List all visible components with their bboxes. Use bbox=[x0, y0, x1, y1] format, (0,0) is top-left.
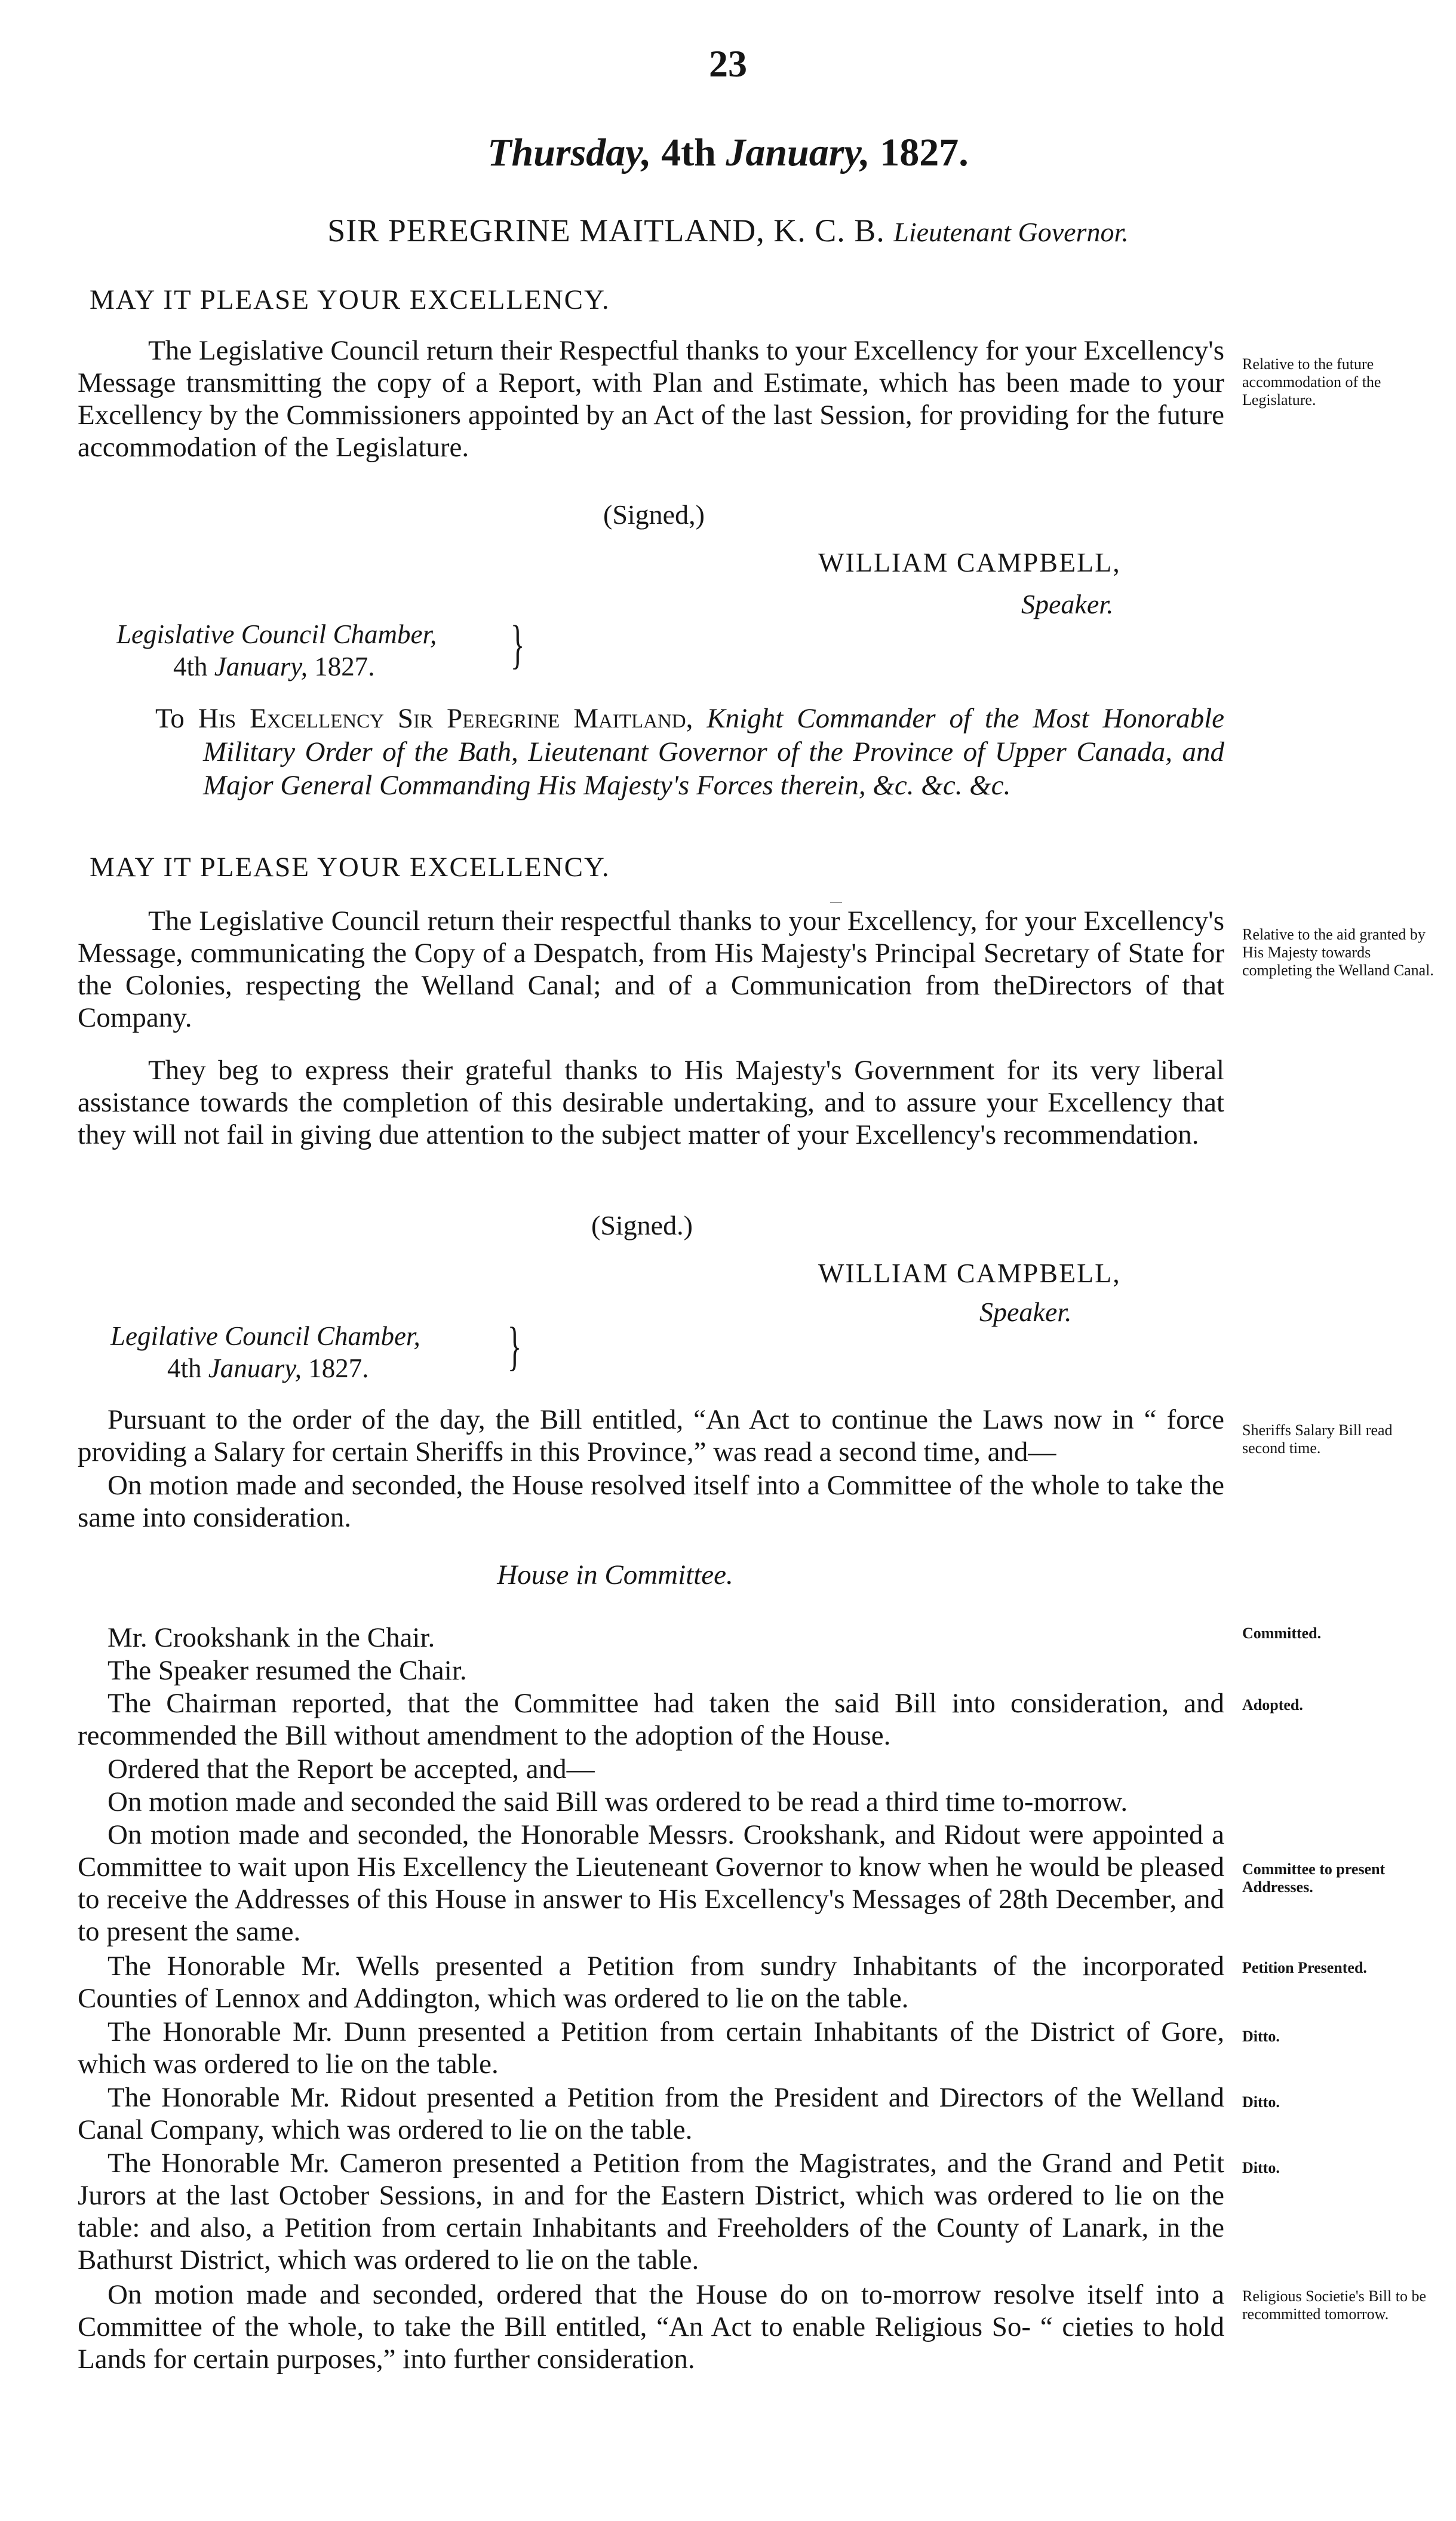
to-titles: Knight Commander of the Most Honorable Military Order of the Bath, Lieutenant Governor of the Province of Upper Canada, and Major General Commanding His Majesty's Forces therein, &c. &c. &c. bbox=[203, 703, 1224, 801]
proceeding-committee-motion: On motion made and seconded, the House resolved itself into a Committee of the whole to take the same into consideration. bbox=[78, 1470, 1224, 1533]
date-weekday: Thursday, bbox=[487, 131, 652, 174]
address-1-chamber-year: 1827. bbox=[314, 652, 375, 681]
margin-note-adopted: Adopted. bbox=[1242, 1696, 1303, 1714]
margin-note-ditto: Ditto. bbox=[1242, 2159, 1280, 2176]
salutation-2: MAY IT PLEASE YOUR EXCELLENCY. bbox=[90, 852, 610, 883]
margin-note-committee-addresses: Committee to present Addresses. bbox=[1242, 1860, 1386, 1896]
sitting-date bbox=[0, 130, 1456, 176]
committee-item: The Honorable Mr. Dunn presented a Petition from certain Inhabitants of the District of Gore, which was ordered to lie on the table. bbox=[78, 2016, 1224, 2080]
to-word: To bbox=[155, 703, 198, 734]
address-1-brace: } bbox=[510, 615, 525, 674]
address-2-chamber bbox=[110, 1320, 420, 1384]
address-2-chamber-name: Legilative Council Chamber, bbox=[110, 1321, 420, 1351]
address-2-speaker: Speaker. bbox=[979, 1297, 1072, 1327]
proceeding-sheriffs-bill: Pursuant to the order of the day, the Bill entitled, “An Act to continue the Laws now in “ force providing a Salary for certain Sheriffs in this Province,” was read a second time, and— bbox=[78, 1404, 1224, 1467]
margin-note-welland-canal: Relative to the aid granted by His Majesty towards completing the Welland Canal. bbox=[1242, 926, 1434, 979]
committee-item: The Chairman reported, that the Committee had taken the said Bill into consideration, and recommended the Bill without amendment to the adoption of the House. bbox=[78, 1688, 1224, 1751]
address-1-chamber bbox=[116, 618, 437, 683]
committee-item: The Honorable Mr. Cameron presented a Petition from the Magistrates, and the Grand and Petit Jurors at the last October Sessions, in and for the Eastern District, which was ordered to lie on the table: and also, a Petition from certain Inhabitants and Freeholders of the County of Lanark, in the Bathurst District, which was ordered to lie on the table. bbox=[78, 2148, 1224, 2276]
margin-note-sheriffs-bill: Sheriffs Salary Bill read second time. bbox=[1242, 1421, 1393, 1457]
stray-mark bbox=[830, 902, 842, 903]
address-2-signer: WILLIAM CAMPBELL, bbox=[818, 1258, 1121, 1288]
address-2-chamber-day: 4th bbox=[167, 1353, 202, 1383]
page-number: 23 bbox=[709, 42, 747, 85]
margin-note-committed: Committed. bbox=[1242, 1625, 1322, 1642]
address-1-chamber-month: January, bbox=[214, 652, 308, 681]
address-1-chamber-name: Legislative Council Chamber, bbox=[116, 619, 437, 649]
addressee-title: Lieutenant Governor. bbox=[893, 217, 1129, 247]
address-2-brace: } bbox=[507, 1317, 522, 1376]
margin-note-accommodation: Relative to the future accommodation of the Legislature. bbox=[1242, 355, 1381, 409]
date-year: 1827. bbox=[870, 131, 969, 174]
salutation-1: MAY IT PLEASE YOUR EXCELLENCY. bbox=[90, 284, 610, 315]
address-2-chamber-year: 1827. bbox=[308, 1353, 369, 1383]
addressee-name: SIR PEREGRINE MAITLAND, K. C. B. bbox=[327, 213, 894, 248]
address-2-paragraph-1: The Legislative Council return their respectful thanks to your Excellency, for your Excellency's Message, communicating the Copy of a Despatch, from His Majesty's Principal Secretary of State for the Colonies, respecting the Welland Canal; and of a Communication from theDirectors of that Company. bbox=[78, 905, 1224, 1033]
margin-note-religious-societies: Religious Societie's Bill to be recommitted tomorrow. bbox=[1242, 2287, 1427, 2323]
date-day: 4th bbox=[651, 131, 726, 174]
committee-item: Mr. Crookshank in the Chair. bbox=[107, 1622, 435, 1653]
address-1-signed: (Signed,) bbox=[603, 499, 705, 530]
margin-note-petition-presented: Petition Presented. bbox=[1242, 1959, 1367, 1976]
addressee-heading bbox=[0, 212, 1456, 249]
committee-item: Ordered that the Report be accepted, and— bbox=[107, 1754, 595, 1785]
committee-item: The Speaker resumed the Chair. bbox=[107, 1655, 467, 1686]
margin-note-ditto: Ditto. bbox=[1242, 2093, 1280, 2111]
address-1-text: The Legislative Council return their Respectful thanks to your Excellency for your Excellency's Message transmitting the copy of a Report, with Plan and Estimate, which has been made to your Excellency by the Commissioners appointed by an Act of the last Session, for providing for the future accommodation of the Legislature. bbox=[78, 335, 1224, 463]
committee-item: On motion made and seconded, the Honorable Messrs. Crookshank, and Ridout were appointed a Committee to wait upon His Excellency the Lieuteneant Governor to know when he would be pleased to receive the Addresses of this House in answer to His Excellency's Messages of 28th December, and to present the same. bbox=[78, 1819, 1224, 1947]
committee-item: On motion made and seconded, ordered that the House do on to-morrow resolve itself into a Committee of the whole, to take the Bill entitled, “An Act to enable Religious So- “ cieties to hold Lands for certain purposes,” into further consideration. bbox=[78, 2279, 1224, 2375]
to-his-excellency: His Excellency Sir Peregrine Maitland, bbox=[198, 703, 693, 734]
house-in-committee-heading: House in Committee. bbox=[497, 1559, 733, 1590]
address-1-signer: WILLIAM CAMPBELL, bbox=[818, 547, 1121, 578]
committee-item: On motion made and seconded the said Bill was ordered to be read a third time to-morrow. bbox=[107, 1786, 1128, 1817]
date-month: January, bbox=[726, 131, 870, 174]
committee-item: The Honorable Mr. Wells presented a Petition from sundry Inhabitants of the incorporated Counties of Lennox and Addington, which was ordered to lie on the table. bbox=[78, 1951, 1224, 2014]
margin-note-ditto: Ditto. bbox=[1242, 2028, 1280, 2045]
address-2-signed: (Signed.) bbox=[591, 1210, 693, 1240]
address-2-chamber-month: January, bbox=[208, 1353, 302, 1383]
committee-item: The Honorable Mr. Ridout presented a Petition from the President and Directors of the Welland Canal Company, which was ordered to lie on the table. bbox=[78, 2082, 1224, 2145]
address-1-speaker: Speaker. bbox=[1021, 589, 1114, 619]
address-2-heading bbox=[155, 702, 1224, 802]
address-1-chamber-day: 4th bbox=[173, 652, 208, 681]
address-2-paragraph-2: They beg to express their grateful thanks to His Majesty's Government for its very liberal assistance towards the completion of this desirable undertaking, and to assure your Excellency that they will not fail in giving due attention to the subject matter of your Excellency's recommendation. bbox=[78, 1055, 1224, 1150]
